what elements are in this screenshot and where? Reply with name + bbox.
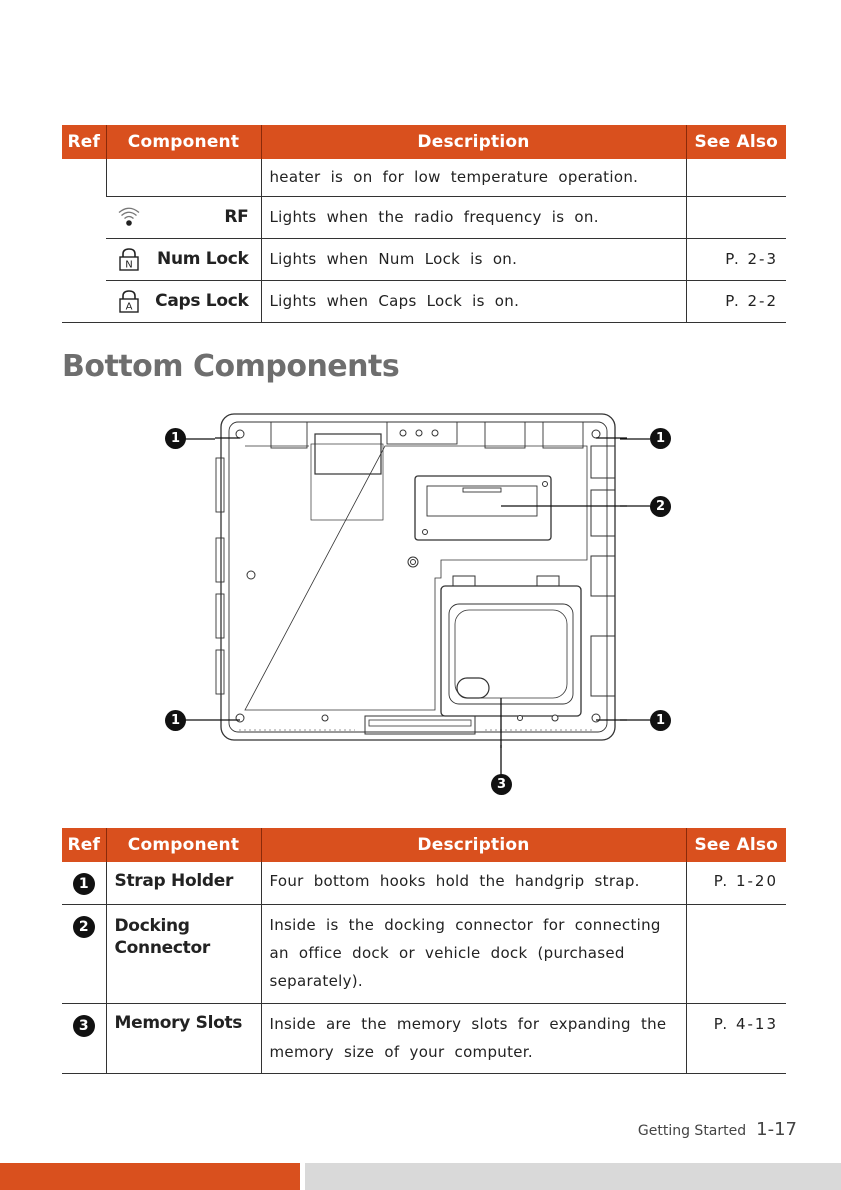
component-cell <box>106 238 261 280</box>
description-cell: Lights when the radio frequency is on. <box>261 196 686 238</box>
bottom-components-table <box>62 828 786 1074</box>
device-bottom-illustration <box>215 410 627 748</box>
callout-strap-holder: 1 <box>650 710 671 731</box>
num-lock-icon <box>118 247 140 271</box>
table-row <box>62 196 786 238</box>
callout-leader <box>492 745 512 775</box>
description-cell: Lights when Caps Lock is on. <box>261 280 686 322</box>
see-also-cell: P. 1-20 <box>686 862 786 904</box>
callout-memory-slots: 3 <box>491 774 512 795</box>
component-name: Memory Slots <box>114 1012 243 1033</box>
ref-cell <box>62 159 106 322</box>
component-name: Num Lock <box>157 249 249 269</box>
callout-leader <box>620 711 650 731</box>
page-number: 1-17 <box>756 1119 797 1140</box>
component-name: Docking Connector <box>114 915 210 958</box>
description-cell: Four bottom hooks hold the handgrip strap. <box>261 862 686 904</box>
description-cell: Inside are the memory slots for expanding the memory size of your computer. <box>261 1003 686 1073</box>
table-row <box>62 238 786 280</box>
callout-leader <box>620 430 650 450</box>
footer-accent-bar <box>0 1163 300 1190</box>
ref-number: 1 <box>73 873 95 895</box>
component-cell <box>106 159 261 196</box>
component-name: Strap Holder <box>114 871 234 891</box>
see-also-cell <box>686 159 786 196</box>
table-row <box>62 862 786 904</box>
component-cell <box>106 1003 261 1073</box>
callout-leader <box>620 497 650 517</box>
see-also-cell: P. 2-2 <box>686 280 786 322</box>
header-description: Description <box>261 125 686 159</box>
svg-text:N: N <box>125 259 133 271</box>
ref-cell <box>62 862 106 904</box>
callout-strap-holder: 1 <box>165 428 186 449</box>
rf-indicator-icon <box>118 206 140 228</box>
header-component: Component <box>106 125 261 159</box>
component-name: RF <box>224 207 249 227</box>
header-description: Description <box>261 828 686 862</box>
callout-strap-holder: 1 <box>165 710 186 731</box>
header-ref: Ref <box>62 125 106 159</box>
header-component: Component <box>106 828 261 862</box>
table-header-row <box>62 828 786 862</box>
see-also-cell <box>686 196 786 238</box>
callout-strap-holder: 1 <box>650 428 671 449</box>
table-header-row <box>62 125 786 159</box>
callout-leader <box>185 711 215 731</box>
table-row <box>62 280 786 322</box>
header-see-also: See Also <box>686 125 786 159</box>
table-row <box>62 904 786 1003</box>
component-cell <box>106 862 261 904</box>
ref-number: 3 <box>73 1015 95 1037</box>
component-cell <box>106 196 261 238</box>
description-cell: Lights when Num Lock is on. <box>261 238 686 280</box>
page-footer <box>638 1119 797 1140</box>
description-cell: heater is on for low temperature operation. <box>261 159 686 196</box>
footer-section: Getting Started <box>637 1123 747 1139</box>
callout-docking-connector: 2 <box>650 496 671 517</box>
see-also-cell <box>686 904 786 1003</box>
see-also-cell: P. 2-3 <box>686 238 786 280</box>
caps-lock-icon <box>118 289 140 313</box>
section-title: Bottom Components <box>62 349 400 384</box>
component-cell <box>106 904 261 1003</box>
ref-cell <box>62 1003 106 1073</box>
svg-text:A: A <box>125 301 133 313</box>
indicator-table <box>62 125 786 323</box>
description-cell: Inside is the docking connector for connecting an office dock or vehicle dock (purchased separately). <box>261 904 686 1003</box>
component-name: Caps Lock <box>155 291 249 311</box>
table-row <box>62 1003 786 1073</box>
ref-cell <box>62 904 106 1003</box>
header-see-also: See Also <box>686 828 786 862</box>
component-cell <box>106 280 261 322</box>
callout-leader <box>185 430 215 450</box>
ref-number: 2 <box>73 916 95 938</box>
table-row <box>62 159 786 196</box>
see-also-cell: P. 4-13 <box>686 1003 786 1073</box>
header-ref: Ref <box>62 828 106 862</box>
footer-gray-bar <box>305 1163 841 1190</box>
